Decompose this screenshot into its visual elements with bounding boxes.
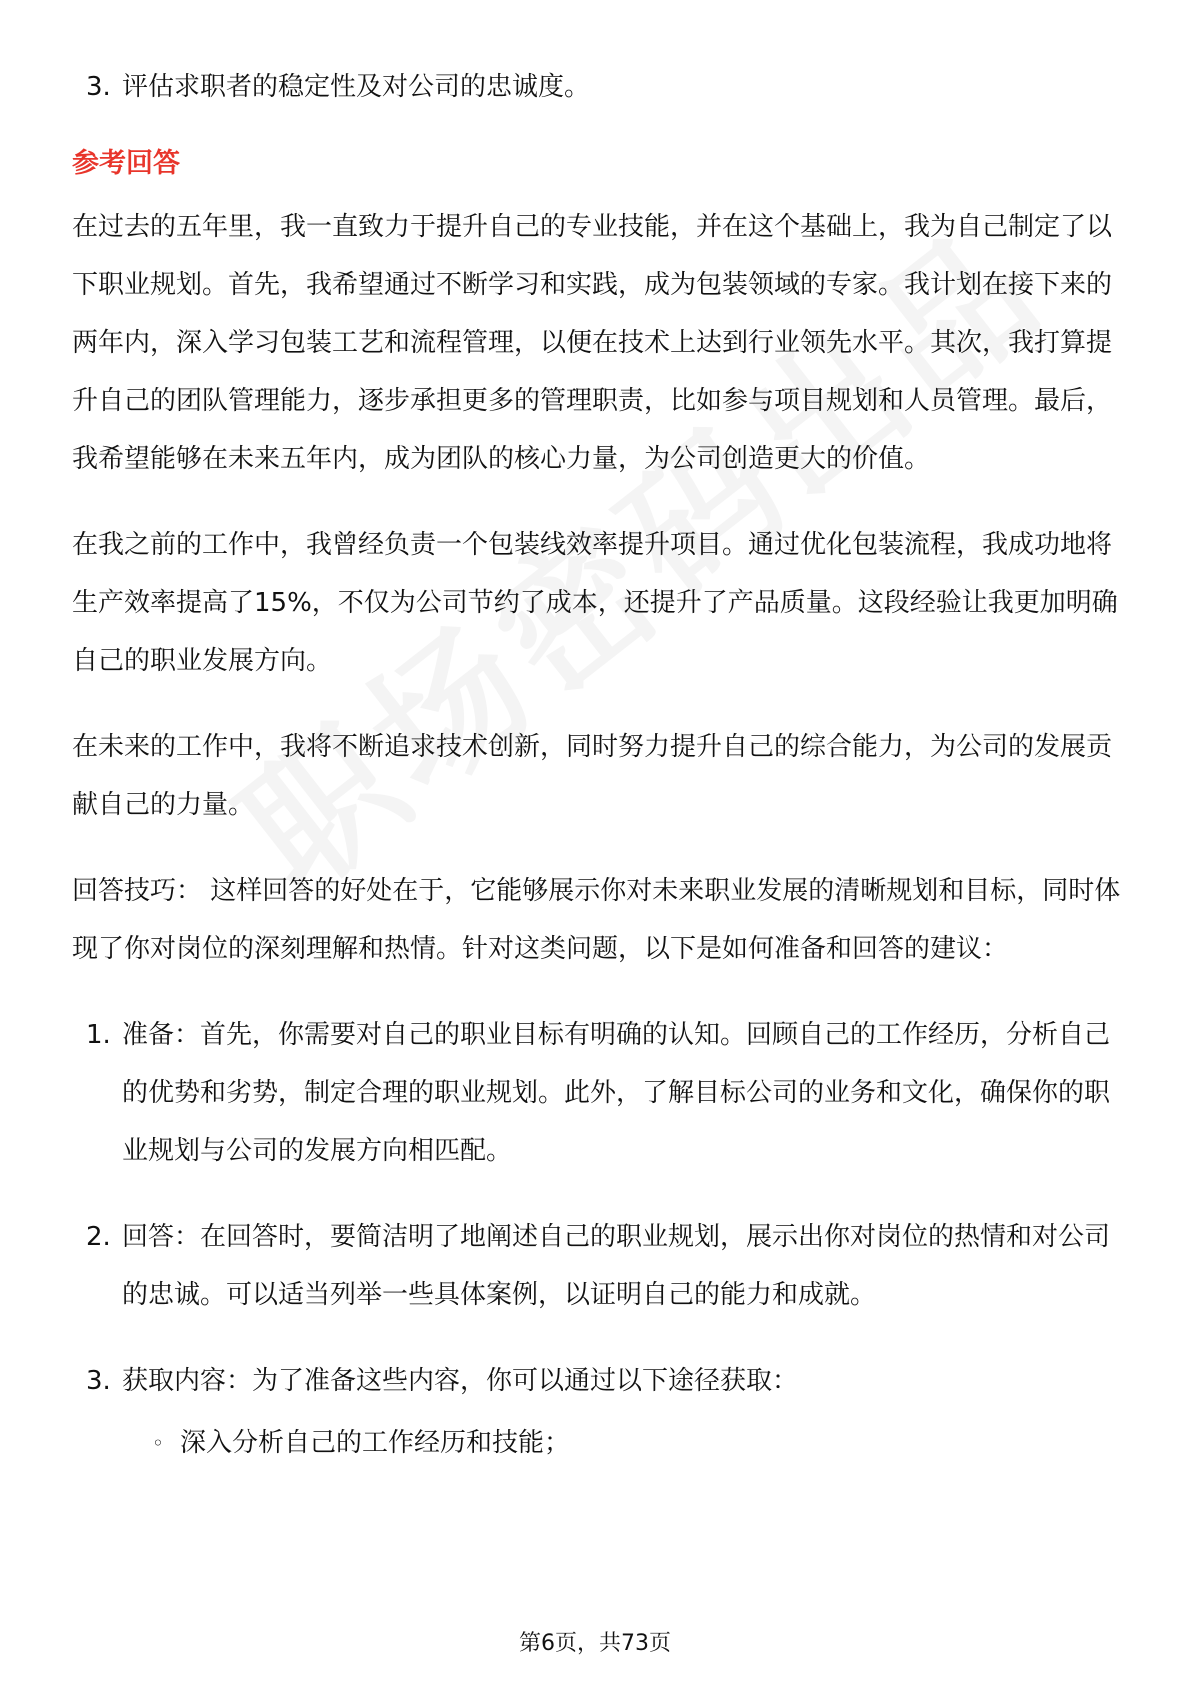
section-heading: 参考回答 xyxy=(72,148,180,179)
list-number: 2. xyxy=(86,1222,111,1252)
list-text: 回答：在回答时，要简洁明了地阐述自己的职业规划，展示出你对岗位的热情和对公司的忠诚。可以适当列举一些具体案例，以证明自己的能力和成就。 xyxy=(122,1222,1111,1310)
list-item xyxy=(72,1208,1122,1324)
list-number: 1. xyxy=(86,1020,111,1050)
paragraph: 在我之前的工作中，我曾经负责一个包装线效率提升项目。通过优化包装流程，我成功地将生产效率提高了15%，不仅为公司节约了成本，还提升了产品质量。这段经验让我更加明确自己的职业发展方向。 xyxy=(72,530,1118,676)
list-number: 3. xyxy=(86,72,111,102)
paragraph: 回答技巧： 这样回答的好处在于，它能够展示你对未来职业发展的清晰规划和目标，同时体现了你对岗位的深刻理解和热情。针对这类问题，以下是如何准备和回答的建议： xyxy=(72,876,1121,964)
sub-list-item xyxy=(152,1414,1122,1472)
paragraph: 在过去的五年里，我一直致力于提升自己的专业技能，并在这个基础上，我为自己制定了以下职业规划。首先，我希望通过不断学习和实践，成为包装领域的专家。我计划在接下来的两年内，深入学习包装工艺和流程管理，以便在技术上达到行业领先水平。其次，我打算提升自己的团队管理能力，逐步承担更多的管理职责，比如参与项目规划和人员管理。最后，我希望能够在未来五年内，成为团队的核心力量，为公司创造更大的价值。 xyxy=(72,212,1113,474)
bullet-icon: ◦ xyxy=(152,1431,164,1455)
list-text: 准备：首先，你需要对自己的职业目标有明确的认知。回顾自己的工作经历，分析自己的优势和劣势，制定合理的职业规划。此外，了解目标公司的业务和文化，确保你的职业规划与公司的发展方向相匹配。 xyxy=(122,1020,1111,1166)
list-item xyxy=(72,1352,1122,1410)
page-content xyxy=(72,58,1122,1472)
list-number: 3. xyxy=(86,1366,111,1396)
sub-list-text: 深入分析自己的工作经历和技能； xyxy=(180,1428,571,1458)
list-item xyxy=(72,1006,1122,1180)
list-item xyxy=(72,58,1122,116)
list-text: 获取内容：为了准备这些内容，你可以通过以下途径获取： xyxy=(122,1366,799,1396)
paragraph: 在未来的工作中，我将不断追求技术创新，同时努力提升自己的综合能力，为公司的发展贡献自己的力量。 xyxy=(72,732,1113,820)
list-text: 评估求职者的稳定性及对公司的忠诚度。 xyxy=(122,72,591,102)
page-number-footer: 第6页，共73页 xyxy=(519,1631,671,1656)
